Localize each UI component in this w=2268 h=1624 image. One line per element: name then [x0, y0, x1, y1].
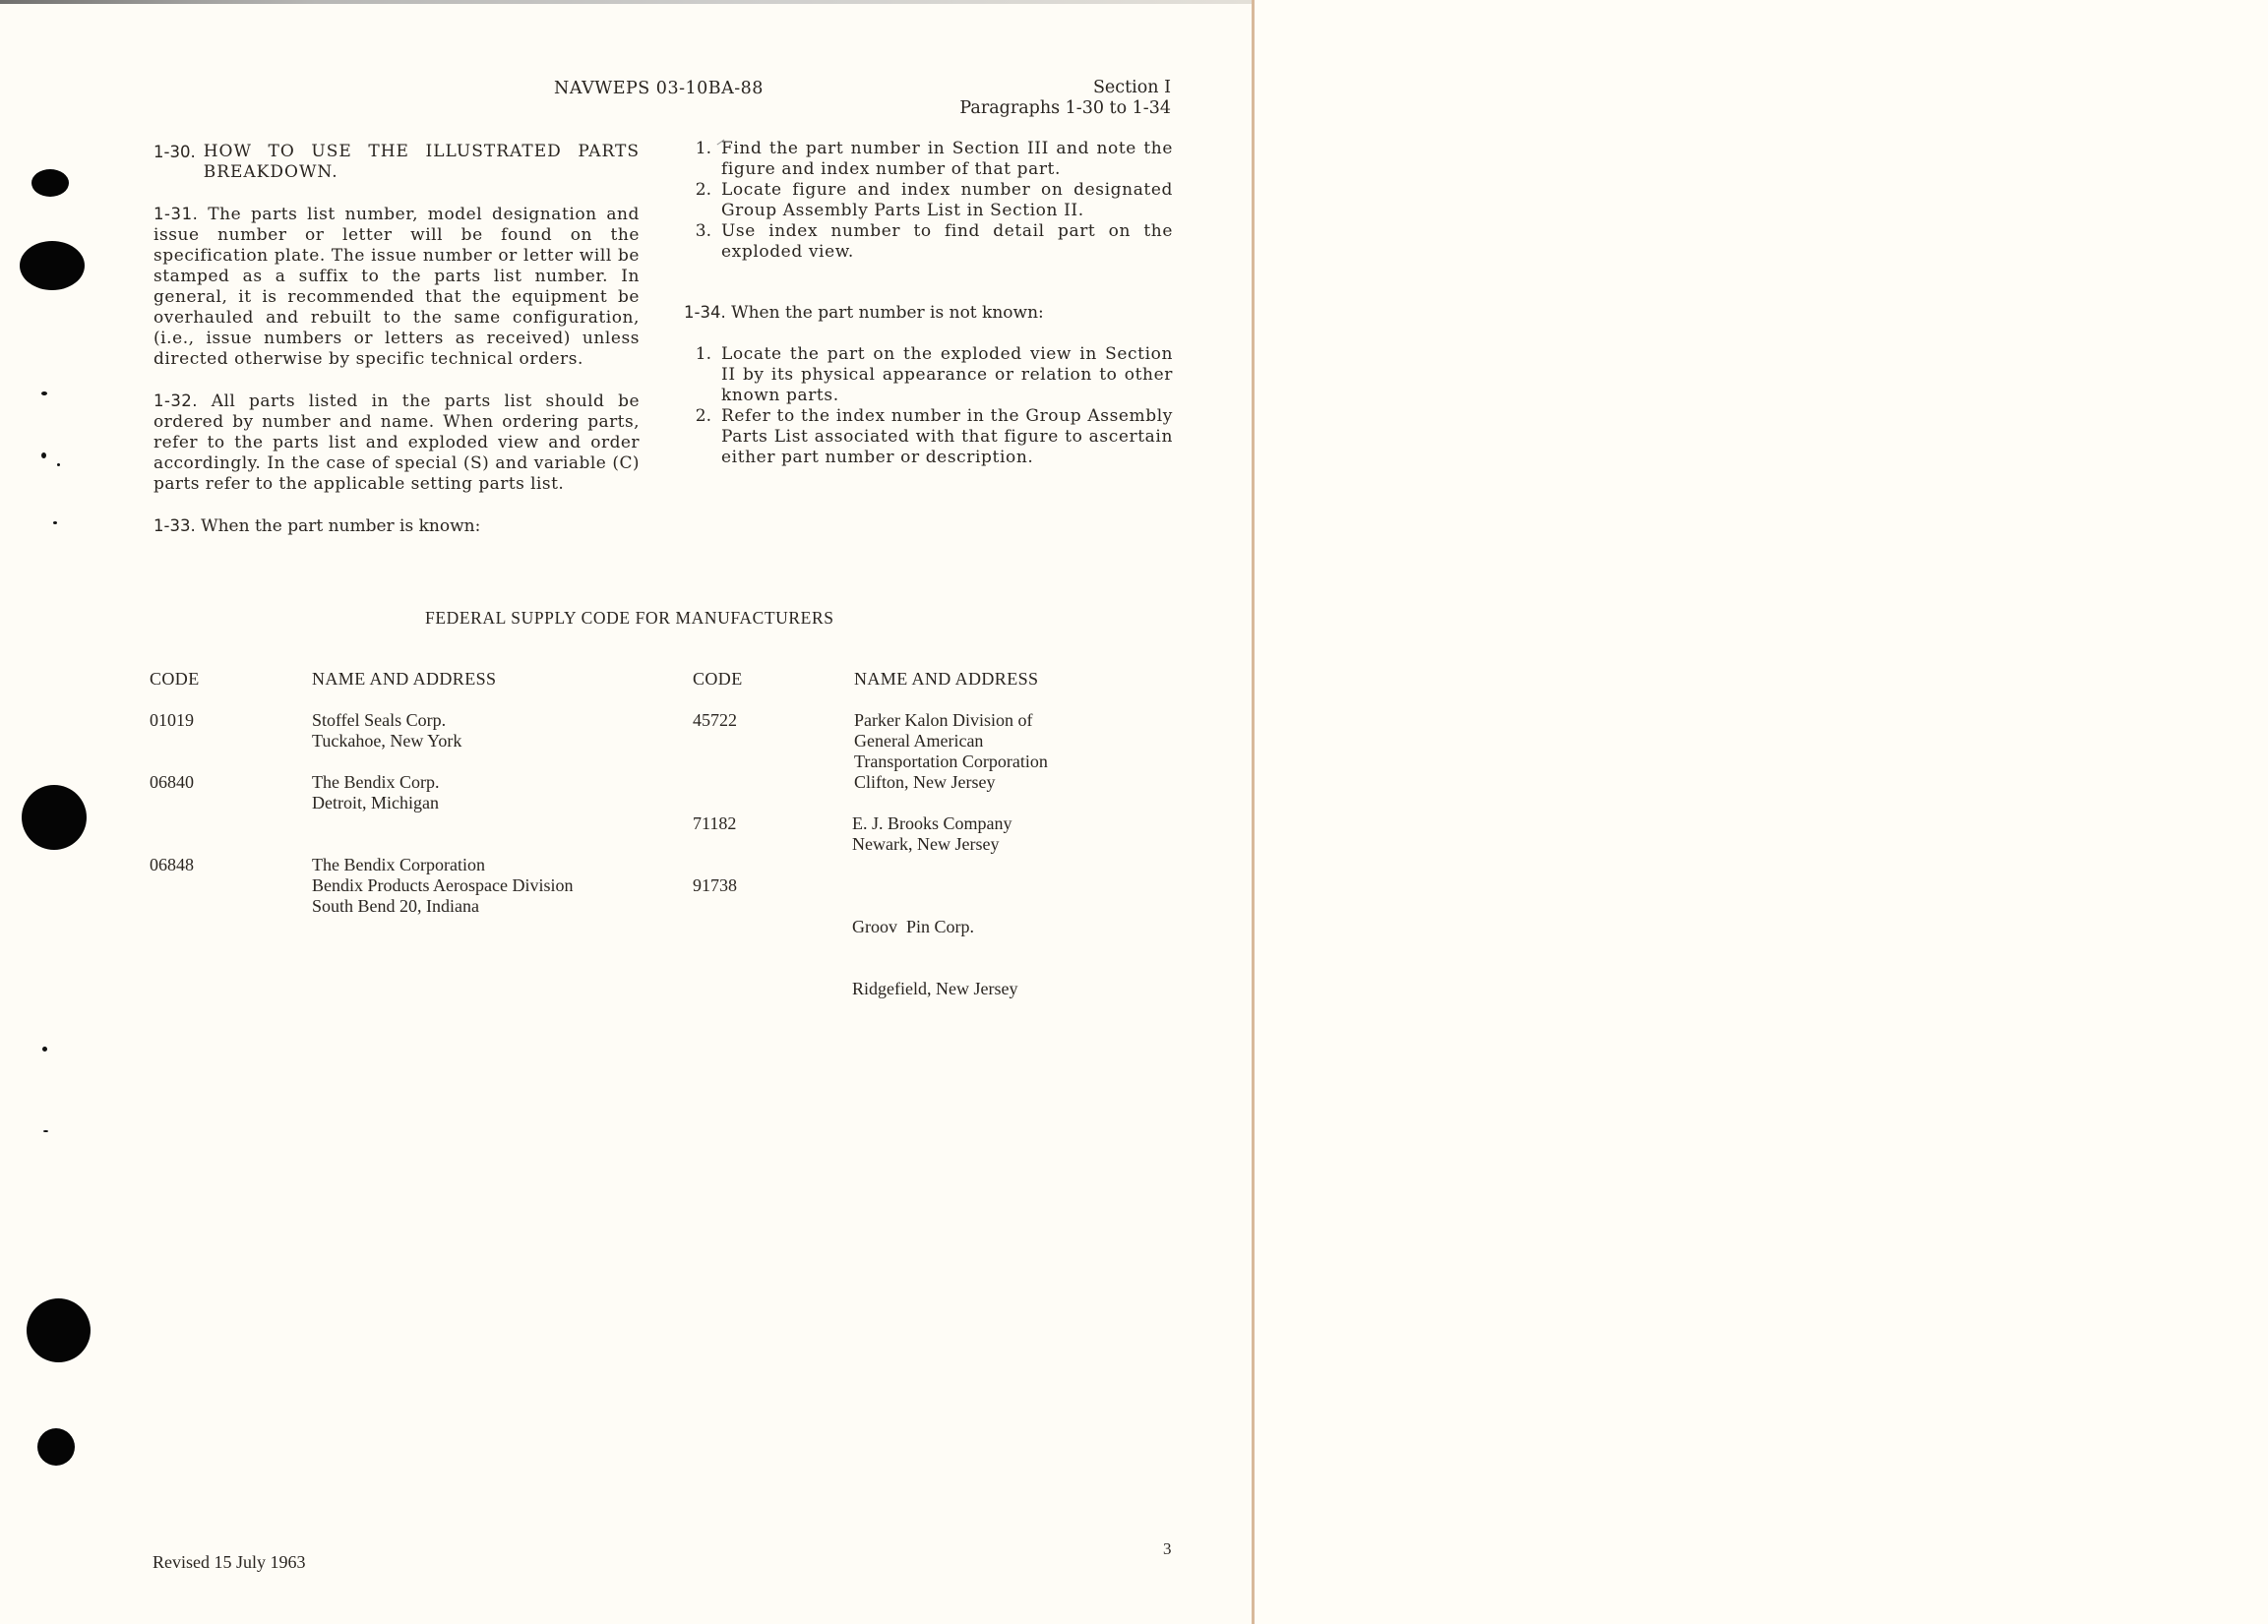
- table-cell-code: 91738: [693, 875, 737, 895]
- speck-mark: [42, 1047, 47, 1052]
- speck-mark: [53, 521, 57, 524]
- speck-mark: [57, 463, 60, 466]
- page-fold-line: [1252, 0, 1255, 1624]
- paragraph-1-33: 1-33. When the part number is known:: [153, 516, 481, 536]
- punch-hole-icon: [27, 1298, 91, 1362]
- right-column: [684, 139, 1173, 468]
- section-label: Section I: [1092, 78, 1171, 97]
- section-heading: HOW TO USE THE ILLUSTRATED PARTS BREAKDOWN.: [203, 142, 640, 182]
- left-column: [153, 142, 640, 558]
- list-item: 2. Refer to the index number in the Group Assembly Parts List associated with that figure to ascertain either part number or description.: [695, 406, 1173, 467]
- facing-blank-page: [1255, 0, 2268, 1624]
- table-cell-code: 06840: [150, 772, 194, 792]
- punch-hole-icon: [37, 1428, 75, 1466]
- speck-mark: [41, 452, 46, 458]
- unknown-part-steps: [684, 344, 1173, 468]
- document-number: NAVWEPS 03-10BA-88: [554, 79, 764, 98]
- federal-supply-title: FEDERAL SUPPLY CODE FOR MANUFACTURERS: [425, 608, 834, 628]
- table-cell-name: The Bendix Corp. Detroit, Michigan: [312, 772, 440, 812]
- list-item: 1. Find the part number in Section III and note the figure and index number of that part.: [695, 139, 1173, 179]
- revision-date: Revised 15 July 1963: [153, 1552, 306, 1572]
- paragraph-1-32: 1-32. All parts listed in the parts list should be ordered by number and name. When ordering parts, refer to the parts list and exploded view and order accordingly. In the case of special (S) and variable (C) parts refer to the applicable setting parts list.: [153, 391, 640, 494]
- known-part-steps: [684, 139, 1173, 263]
- paragraph-1-31: 1-31. The parts list number, model designation and issue number or letter will be found on the specification plate. The issue number or letter will be stamped as a suffix to the parts list number. In general, it is recommended that the equipment be overhauled and rebuilt to the same configuration, (i.e., issue numbers or letters as received) unless directed otherwise by specific technical orders.: [153, 205, 640, 369]
- punch-hole-icon: [31, 169, 69, 197]
- speck-mark: [43, 1130, 48, 1132]
- table-cell-name: Stoffel Seals Corp. Tuckahoe, New York: [312, 710, 462, 751]
- section-header: [959, 78, 1171, 119]
- table-cell-name: The Bendix Corporation Bendix Products Aerospace Division South Bend 20, Indiana: [312, 855, 574, 916]
- column-header-name: NAME AND ADDRESS: [312, 669, 497, 689]
- punch-hole-icon: [22, 785, 87, 850]
- table-cell-name: Parker Kalon Division of General American Transportation Corporation Clifton, New Jersey: [854, 710, 1048, 792]
- page-top-edge: [0, 0, 1255, 4]
- list-item: 2. Locate figure and index number on designated Group Assembly Parts List in Section II.: [695, 180, 1173, 220]
- table-cell-code: 01019: [150, 710, 194, 730]
- column-header-code: CODE: [150, 669, 200, 689]
- list-item: 1. Locate the part on the exploded view in Section II by its physical appearance or relation to other known parts.: [695, 344, 1173, 405]
- paragraph-1-34: 1-34. When the part number is not known:: [684, 303, 1044, 323]
- list-item: 3. Use index number to find detail part on the exploded view.: [695, 221, 1173, 262]
- table-cell-code: 71182: [693, 813, 737, 833]
- page-number: 3: [1163, 1539, 1172, 1558]
- table-cell-name: Groov Pin Corp. Ridgefield, New Jersey: [852, 917, 1018, 998]
- column-header-code: CODE: [693, 669, 743, 689]
- column-header-name: NAME AND ADDRESS: [854, 669, 1039, 689]
- paragraph-1-30: [153, 142, 640, 183]
- table-cell-name: E. J. Brooks Company Newark, New Jersey: [852, 813, 1012, 854]
- table-cell-code: 06848: [150, 855, 194, 874]
- punch-hole-icon: [20, 241, 85, 290]
- speck-mark: [41, 391, 47, 395]
- paragraph-number: 1-30.: [153, 143, 196, 161]
- table-cell-code: 45722: [693, 710, 737, 730]
- paragraph-range: Paragraphs 1-30 to 1-34: [959, 98, 1171, 118]
